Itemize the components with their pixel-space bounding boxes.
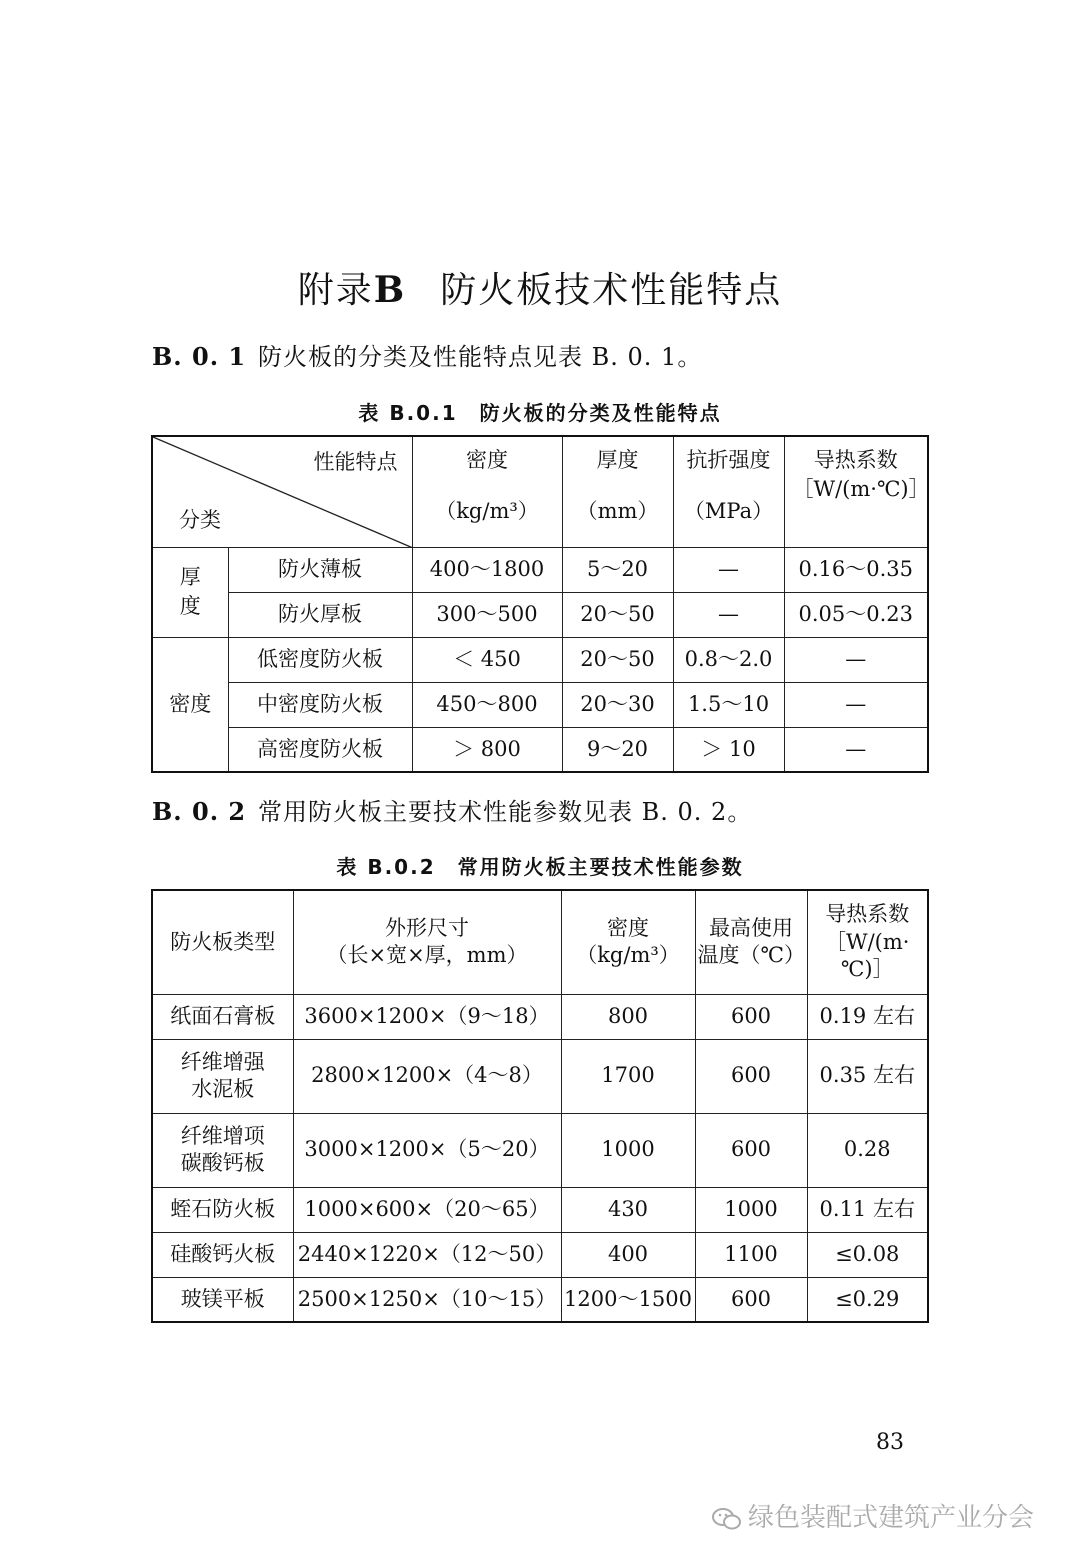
row-name: 高密度防火板 [228, 727, 412, 772]
cell-thickness: 5～20 [562, 547, 673, 592]
table2-caption: 表 B.0.2 常用防火板主要技术性能参数 [336, 855, 744, 879]
cell-temperature: 600 [695, 1113, 807, 1187]
row-name: 低密度防火板 [228, 637, 412, 682]
column-header-name: 密度 [466, 448, 508, 472]
cell-temperature: 600 [695, 1039, 807, 1113]
cell-conductivity: 0.16～0.35 [784, 547, 928, 592]
cell-conductivity: — [784, 682, 928, 727]
clause-text: 防火板的分类及性能特点见表 B. 0. 1。 [258, 343, 703, 371]
header-row [152, 890, 928, 994]
cell-thickness: 20～50 [562, 637, 673, 682]
table-row [152, 1277, 928, 1322]
cell-strength: 0.8～2.0 [673, 637, 784, 682]
diag-bottom-label: 分类 [179, 508, 221, 533]
cell-density: 1000 [561, 1113, 695, 1187]
column-header-name: 厚度 [596, 448, 639, 472]
cell-type: 纤维增强 水泥板 [152, 1039, 293, 1113]
cell-thickness: 9～20 [562, 727, 673, 772]
column-header-name: 导热系数 [813, 448, 898, 472]
table-row [152, 592, 928, 637]
column-header [784, 436, 928, 547]
cell-type: 蛭石防火板 [152, 1187, 293, 1232]
diag-top-label: 性能特点 [313, 450, 398, 474]
table-row [152, 1232, 928, 1277]
clause-b02 [152, 792, 752, 827]
watermark [712, 1497, 1034, 1534]
row-name: 中密度防火板 [228, 682, 412, 727]
column-header: 密度 （kg/m³） [561, 890, 695, 994]
cell-density: ＞ 800 [412, 727, 562, 772]
cell-density: 300～500 [412, 592, 562, 637]
cell-density: 400～1800 [412, 547, 562, 592]
column-header: 防火板类型 [152, 890, 293, 994]
table1-caption: 表 B.0.1 防火板的分类及性能特点 [358, 401, 722, 425]
fire-board-classification-table [151, 435, 929, 773]
page-number: 83 [876, 1430, 904, 1455]
cell-strength: 1.5～10 [673, 682, 784, 727]
cell-size: 2440×1220×（12～50） [293, 1232, 561, 1277]
cell-temperature: 600 [695, 994, 807, 1039]
cell-density: 430 [561, 1187, 695, 1232]
cell-density: 800 [561, 994, 695, 1039]
cell-conductivity: ≤0.29 [807, 1277, 928, 1322]
cell-size: 3600×1200×（9～18） [293, 994, 561, 1039]
table-row [152, 1187, 928, 1232]
cell-strength: ＞ 10 [673, 727, 784, 772]
cell-type: 纤维增项 碳酸钙板 [152, 1113, 293, 1187]
column-header-unit: ［W/(m·℃)］ [792, 477, 930, 502]
column-header: 最高使用 温度（℃） [695, 890, 807, 994]
clause-text: 常用防火板主要技术性能参数见表 B. 0. 2。 [258, 798, 753, 826]
table-row [152, 637, 928, 682]
clause-number: B. 0. 1 [152, 342, 247, 371]
cell-size: 2500×1250×（10～15） [293, 1277, 561, 1322]
column-header-unit: （kg/m³） [435, 499, 539, 524]
cell-conductivity: 0.28 [807, 1113, 928, 1187]
title-letter: B [373, 269, 407, 311]
cell-conductivity: ≤0.08 [807, 1232, 928, 1277]
fire-board-parameters-table [151, 889, 929, 1323]
table-row [152, 682, 928, 727]
cell-density: 450～800 [412, 682, 562, 727]
cell-type: 玻镁平板 [152, 1277, 293, 1322]
cell-density: 400 [561, 1232, 695, 1277]
group-label: 密度 [152, 637, 228, 772]
cell-conductivity: — [784, 727, 928, 772]
cell-size: 2800×1200×（4～8） [293, 1039, 561, 1113]
column-header [412, 436, 562, 547]
column-header [673, 436, 784, 547]
row-name: 防火薄板 [228, 547, 412, 592]
watermark-text: 绿色装配式建筑产业分会 [748, 1503, 1035, 1533]
cell-temperature: 1000 [695, 1187, 807, 1232]
cell-strength: — [673, 547, 784, 592]
cell-density: 1200～1500 [561, 1277, 695, 1322]
clause-number: B. 0. 2 [152, 797, 247, 826]
cell-temperature: 1100 [695, 1232, 807, 1277]
table-row [152, 1039, 928, 1113]
cell-conductivity: 0.35 左右 [807, 1039, 928, 1113]
cell-type: 纸面石膏板 [152, 994, 293, 1039]
cell-type: 硅酸钙火板 [152, 1232, 293, 1277]
cell-size: 1000×600×（20～65） [293, 1187, 561, 1232]
row-name: 防火厚板 [228, 592, 412, 637]
column-header [562, 436, 673, 547]
column-header: 外形尺寸 （长×宽×厚，mm） [293, 890, 561, 994]
wechat-icon [712, 1507, 742, 1531]
table-row [152, 727, 928, 772]
column-header: 导热系数 ［W/(m· ℃)］ [807, 890, 928, 994]
diagonal-header-cell [152, 436, 412, 547]
cell-conductivity: — [784, 637, 928, 682]
page-title [0, 262, 1080, 313]
group-label: 厚 度 [152, 547, 228, 637]
cell-density: ＜ 450 [412, 637, 562, 682]
column-header-unit: （mm） [576, 499, 659, 524]
table-row [152, 994, 928, 1039]
column-header-unit: （MPa） [683, 499, 774, 524]
cell-density: 1700 [561, 1039, 695, 1113]
column-header-name: 抗折强度 [686, 448, 771, 472]
cell-conductivity: 0.11 左右 [807, 1187, 928, 1232]
clause-b01 [152, 337, 702, 372]
table-row [152, 547, 928, 592]
table-row [152, 1113, 928, 1187]
cell-conductivity: 0.19 左右 [807, 994, 928, 1039]
title-text: 防火板技术性能特点 [440, 270, 783, 311]
cell-thickness: 20～30 [562, 682, 673, 727]
cell-conductivity: 0.05～0.23 [784, 592, 928, 637]
cell-thickness: 20～50 [562, 592, 673, 637]
cell-temperature: 600 [695, 1277, 807, 1322]
title-prefix: 附录 [297, 270, 374, 311]
cell-strength: — [673, 592, 784, 637]
cell-size: 3000×1200×（5～20） [293, 1113, 561, 1187]
